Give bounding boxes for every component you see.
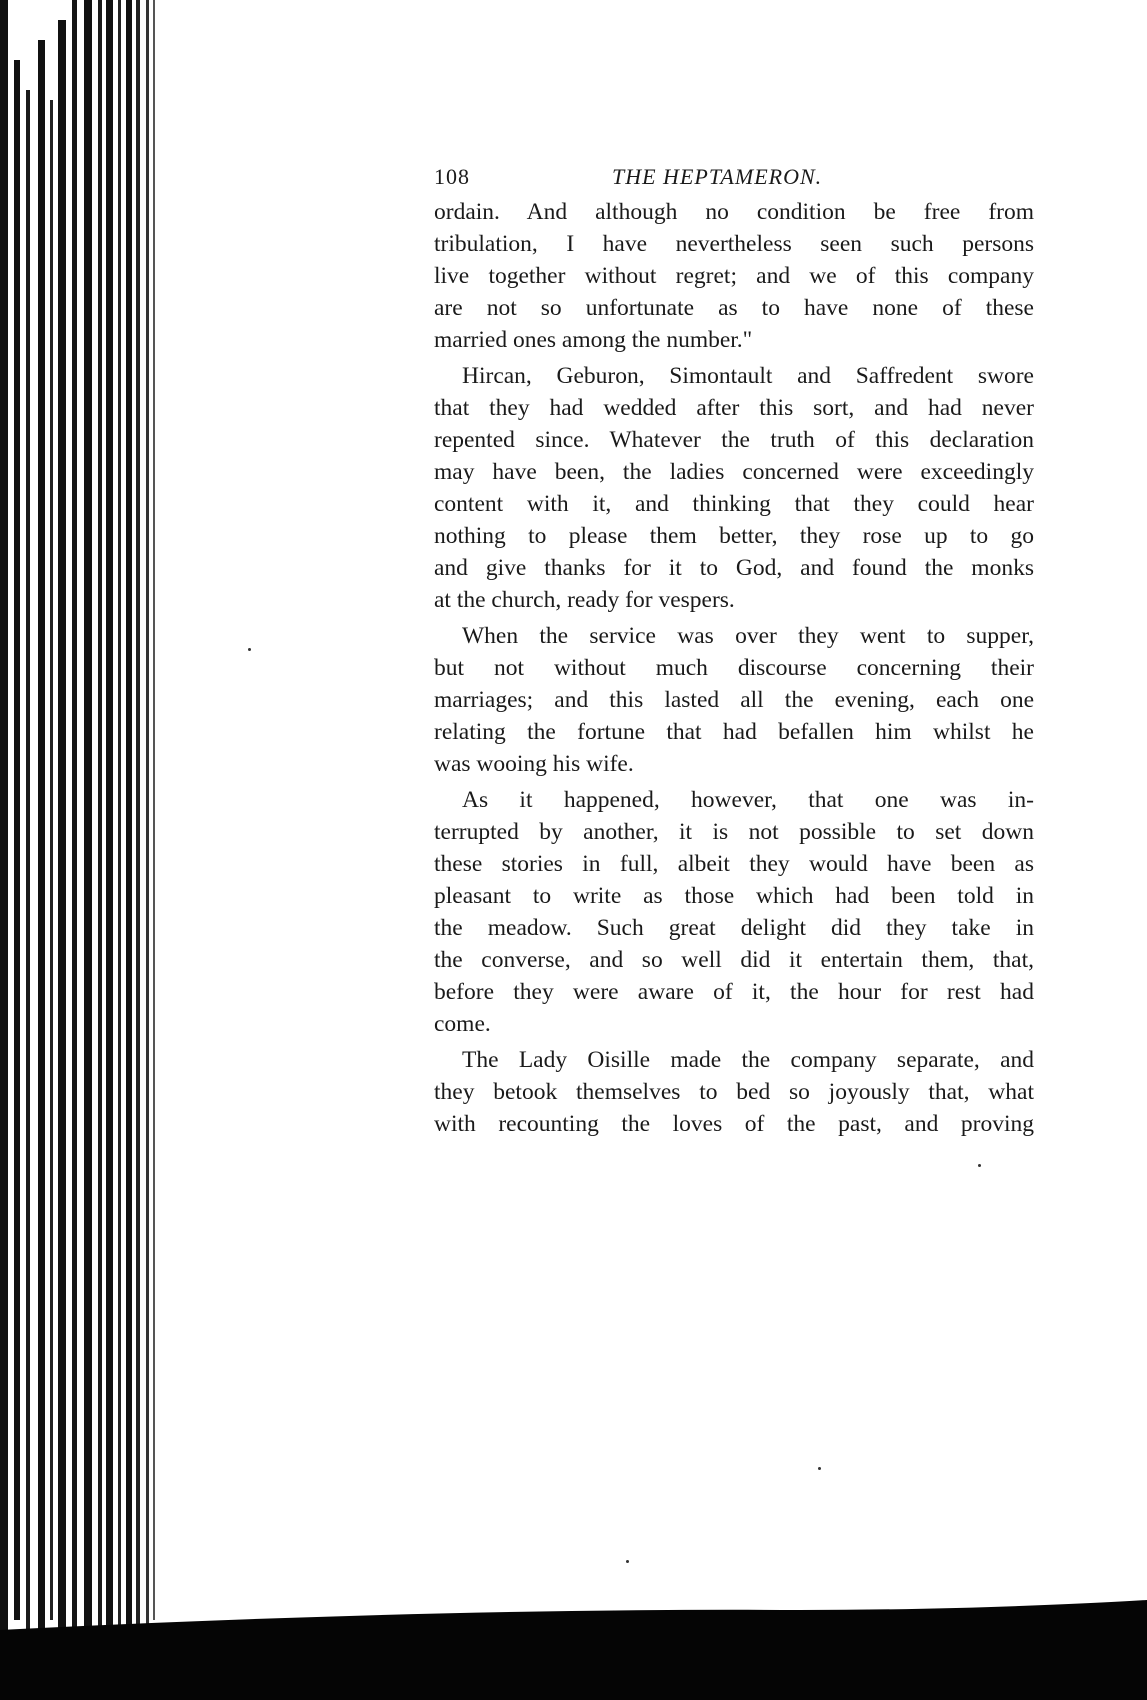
paper-speck (818, 1467, 821, 1470)
text-line: marriages; and this lasted all the evening, each one (434, 687, 1034, 713)
text-line: before they were aware of it, the hour for rest had (434, 979, 1034, 1005)
text-line: but not without much discourse concerning their (434, 655, 1034, 681)
paragraph (434, 1044, 1034, 1140)
bottom-shadow (0, 1590, 1147, 1700)
text-line: pleasant to write as those which had been told in (434, 883, 1034, 909)
text-line: the converse, and so well did it entertain them, that, (434, 947, 1034, 973)
text-line: ordain. And although no condition be free from (434, 199, 1034, 225)
text-line: may have been, the ladies concerned were exceedingly (434, 459, 1034, 485)
paper-speck (248, 648, 251, 651)
text-line: was wooing his wife. (434, 751, 634, 777)
text-line: When the service was over they went to supper, (462, 623, 1034, 649)
paragraph (434, 620, 1034, 780)
paper-speck (626, 1560, 629, 1563)
text-line: content with it, and thinking that they could hear (434, 491, 1034, 517)
text-line: terrupted by another, it is not possible to set down (434, 819, 1034, 845)
text-line: married ones among the number." (434, 327, 753, 353)
text-line: nothing to please them better, they rose up to go (434, 523, 1034, 549)
text-line: tribulation, I have nevertheless seen such persons (434, 231, 1034, 257)
text-line: live together without regret; and we of this company (434, 263, 1034, 289)
text-line: with recounting the loves of the past, and proving (434, 1111, 1034, 1137)
text-line: relating the fortune that had befallen him whilst he (434, 719, 1034, 745)
text-line: that they had wedded after this sort, and had never (434, 395, 1034, 421)
text-line: As it happened, however, that one was in- (462, 787, 1034, 813)
running-head (434, 158, 1034, 196)
book-page (434, 158, 1034, 1144)
page-number: 108 (434, 164, 470, 189)
text-line: these stories in full, albeit they would have been as (434, 851, 1034, 877)
text-line: and give thanks for it to God, and found the monks (434, 555, 1034, 581)
text-line: come. (434, 1011, 491, 1037)
body-text (434, 196, 1034, 1140)
book-gutter-edge (0, 0, 165, 1700)
paragraph (434, 196, 1034, 356)
running-title: THE HEPTAMERON. (612, 164, 823, 189)
paragraph (434, 360, 1034, 616)
text-line: repented since. Whatever the truth of this declaration (434, 427, 1034, 453)
text-line: they betook themselves to bed so joyously that, what (434, 1079, 1034, 1105)
text-line: The Lady Oisille made the company separate, and (462, 1047, 1034, 1073)
paragraph (434, 784, 1034, 1040)
text-line: are not so unfortunate as to have none of these (434, 295, 1034, 321)
text-line: Hircan, Geburon, Simontault and Saffredent swore (462, 363, 1034, 389)
paper-speck (978, 1164, 981, 1167)
text-line: at the church, ready for vespers. (434, 587, 735, 613)
text-line: the meadow. Such great delight did they take in (434, 915, 1034, 941)
